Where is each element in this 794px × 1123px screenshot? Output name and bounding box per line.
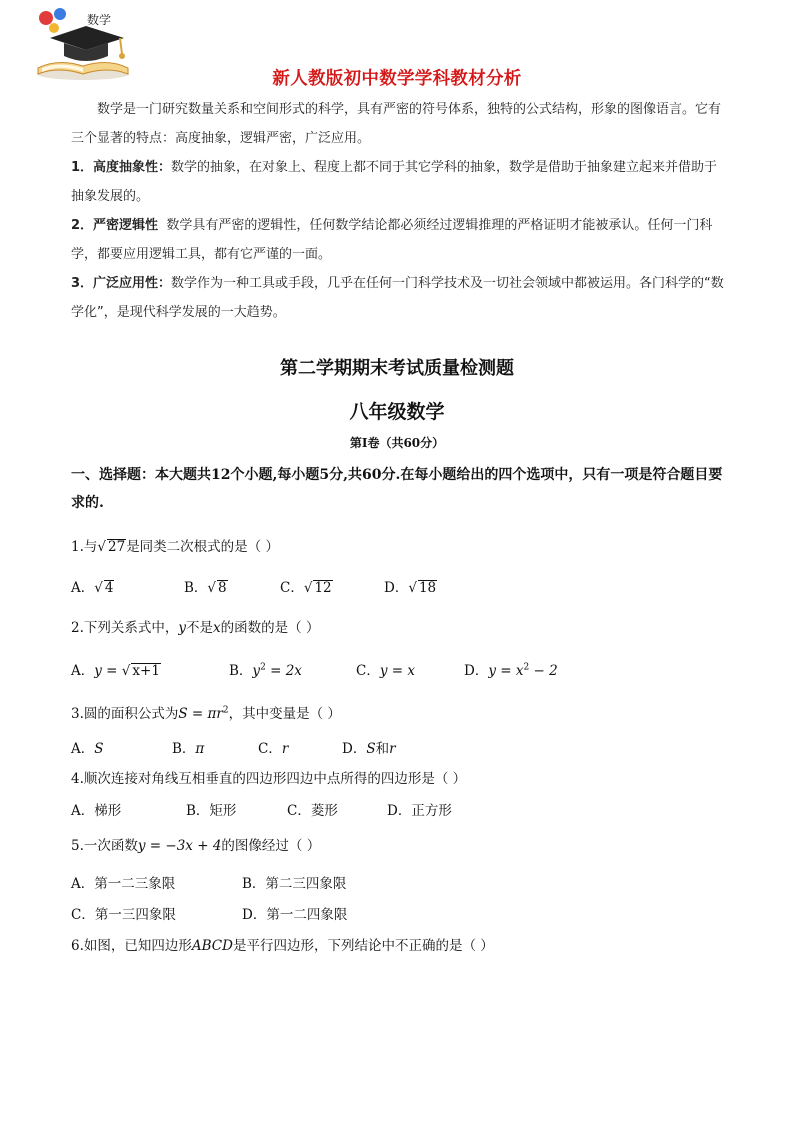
question-text: 1.与 xyxy=(71,539,98,555)
feature-text: 数学作为一种工具或手段，几乎在任何一门科学技术及一切社会领域中都被运用。各门科学的“数学化”，是现代科学发展的一大趋势。 xyxy=(71,276,724,320)
question-text: 是平行四边形，下列结论中不正确的是（ ） xyxy=(232,938,494,954)
section-note: 第Ⅰ卷（共60分） xyxy=(349,436,445,450)
feature-label: 1．高度抽象性： xyxy=(71,160,172,175)
question-text: 不是 xyxy=(186,620,214,636)
option-b[interactable]: B．$y^2 = 2x$ xyxy=(229,662,302,679)
question-text: 2.下列关系式中， xyxy=(71,620,179,636)
intro-paragraph: 数学是一门研究数量关系和空间形式的科学，具有严密的符号体系，独特的公式结构，形象的图像语言。它有三个显著的特点：高度抽象，逻辑严密，广泛应用。 xyxy=(71,102,722,146)
feature-text: 数学的抽象，在对象上、程度上都不同于其它学科的抽象，数学是借助于抽象建立起来并借助于抽象发展的。 xyxy=(71,160,718,204)
option-a[interactable]: A．y = √ x+1 xyxy=(71,663,160,679)
question-4: 4.顺次连接对角线互相垂直的四边形四边中点所得的四边形是（ ） xyxy=(71,771,467,787)
option-d[interactable]: D．正方形 xyxy=(387,803,452,819)
logo-label: 数学 xyxy=(87,13,112,27)
option-b[interactable]: B．第二三四象限 xyxy=(242,876,347,892)
formula: S = πr xyxy=(178,706,223,722)
option-b[interactable]: B．√ 8 xyxy=(184,580,227,596)
feature-abstract xyxy=(71,153,725,211)
intro-section xyxy=(71,95,725,327)
feature-label: 3．广泛应用性： xyxy=(71,276,172,291)
feature-label: 2．严密逻辑性 xyxy=(71,218,159,233)
exam-subtitle: 八年级数学 xyxy=(349,401,445,423)
question-2 xyxy=(71,616,319,636)
option-d[interactable]: D．√ 18 xyxy=(384,580,437,596)
option-c[interactable]: C．y = x xyxy=(356,663,415,679)
option-a[interactable]: A．S xyxy=(71,741,104,757)
question-text: 3.圆的面积公式为 xyxy=(71,706,179,722)
variable: x xyxy=(213,620,221,636)
question-6 xyxy=(71,934,494,954)
question-3 xyxy=(71,702,341,722)
shape-name: ABCD xyxy=(191,938,233,954)
instructions: 一、选择题：本大题共12个小题,每小题5分,共60分.在每小题给出的四个选项中，只有一项是符合题目要求的. xyxy=(71,467,723,511)
option-c[interactable]: C．第一三四象限 xyxy=(71,907,176,923)
radicand: 27 xyxy=(108,539,126,555)
question-1: 1.与√ 27是同类二次根式的是（ ） xyxy=(71,539,279,555)
feature-logic xyxy=(71,211,725,269)
question-text: ，其中变量是（ ） xyxy=(228,706,341,722)
option-b[interactable]: B．π xyxy=(172,741,205,757)
feature-text: 数学具有严密的逻辑性，任何数学结论都必须经过逻辑推理的严格证明才能被承认。任何一门科学，都要应用逻辑工具，都有它严谨的一面。 xyxy=(71,218,713,262)
question-5 xyxy=(71,834,320,854)
option-d[interactable]: D．$y = x^2 - 2$ xyxy=(464,662,558,679)
formula: y = −3x + 4 xyxy=(137,838,222,854)
option-b[interactable]: B．矩形 xyxy=(186,803,237,819)
option-a[interactable]: A．第一二三象限 xyxy=(71,876,176,892)
option-a[interactable]: A．梯形 xyxy=(71,803,122,819)
option-a[interactable]: A．√ 4 xyxy=(71,580,114,596)
exam-title: 第二学期期末考试质量检测题 xyxy=(280,358,514,379)
option-c[interactable]: C．r xyxy=(258,741,289,757)
question-text: 6.如图，已知四边形 xyxy=(71,938,192,954)
question-text: 的图像经过（ ） xyxy=(221,838,321,854)
option-d[interactable]: D．S和r xyxy=(342,741,396,757)
exponent: 2 xyxy=(222,705,229,716)
option-c[interactable]: C．√ 12 xyxy=(280,580,332,596)
question-text: 的函数的是（ ） xyxy=(220,620,320,636)
option-d[interactable]: D．第一二四象限 xyxy=(242,907,348,923)
header-title: 新人教版初中数学学科教材分析 xyxy=(272,69,522,89)
variable: y xyxy=(178,620,187,636)
question-text: 是同类二次根式的是（ ） xyxy=(126,539,279,555)
question-text: 5.一次函数 xyxy=(71,838,138,854)
option-c[interactable]: C．菱形 xyxy=(287,803,338,819)
feature-application xyxy=(71,269,725,327)
